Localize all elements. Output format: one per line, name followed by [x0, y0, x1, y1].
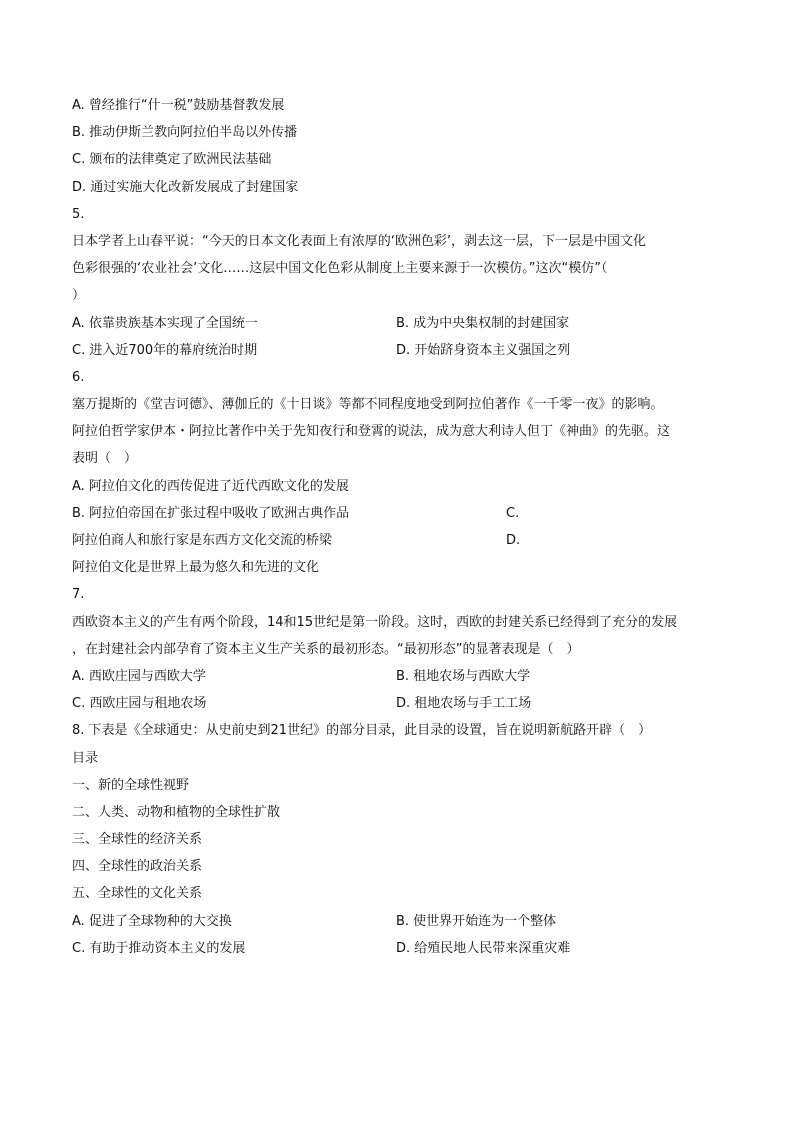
q6-option-b-row: [72, 500, 722, 527]
q8-toc-item: 一、新的全球性视野: [72, 777, 190, 793]
q7-option-d: D. 租地农场与手工工场: [396, 696, 532, 712]
q5-option-b: B. 成为中央集权制的封建国家: [396, 315, 570, 331]
q8-stem: 8. 下表是《全球通史：从史前史到21世纪》的部分目录，此目录的设置，旨在说明新航路开辟（ ）: [72, 723, 652, 739]
q6-option-c-row: [72, 527, 722, 554]
exam-page: [72, 92, 722, 962]
q5-options-row-2: [72, 337, 722, 364]
q4-option-a: A. 曾经推行“什一税”鼓励基督教发展: [72, 98, 285, 113]
q8-option-c: C. 有助于推动资本主义的发展: [72, 940, 246, 956]
q6-number: 6.: [72, 369, 85, 385]
q5-stem-line-3: ）: [72, 288, 86, 304]
q7-option-b: B. 租地农场与西欧大学: [396, 668, 531, 684]
q5-options-row-1: [72, 310, 722, 337]
q8-toc-title: 目录: [72, 750, 99, 766]
q5-option-d: D. 开始跻身资本主义强国之列: [396, 342, 571, 358]
q8-toc-item: 二、人类、动物和植物的全球性扩散: [72, 804, 281, 820]
q6-option-d-letter: D.: [506, 533, 521, 548]
q6-option-c-text: 阿拉伯商人和旅行家是东西方文化交流的桥梁: [72, 533, 333, 548]
q5-number: 5.: [72, 206, 85, 222]
q5-stem-line-2: 色彩很强的‘农业社会’文化……这层中国文化色彩从制度上主要来源于一次模仿。”这次“模仿”（: [72, 261, 608, 277]
q6-option-c-letter: C.: [506, 505, 520, 521]
q6-option-d-text: 阿拉伯文化是世界上最为悠久和先进的文化: [72, 560, 320, 576]
q7-option-a: A. 西欧庄园与西欧大学: [72, 668, 206, 684]
q8-toc-item: 四、全球性的政治关系: [72, 859, 203, 875]
q4-option-c: C. 颁布的法律奠定了欧洲民法基础: [72, 152, 272, 168]
q5-option-a: A. 依靠贵族基本实现了全国统一: [72, 315, 258, 331]
q8-options-row-1: [72, 908, 722, 935]
q8-toc-item: 三、全球性的经济关系: [72, 832, 203, 848]
q4-option-b: B. 推动伊斯兰教向阿拉伯半岛以外传播: [72, 125, 298, 141]
q7-number: 7.: [72, 587, 85, 603]
q4-option-d: D. 通过实施大化改新发展成了封建国家: [72, 179, 299, 195]
q6-stem-line-3: 表明（ ）: [72, 451, 138, 467]
q8-option-a: A. 促进了全球物种的大交换: [72, 913, 232, 929]
q7-option-c: C. 西欧庄园与租地农场: [72, 696, 207, 712]
q5-stem-line-1: 日本学者上山春平说：“今天的日本文化表面上有浓厚的‘欧洲色彩’，剥去这一层，下一层是中国文化: [72, 233, 647, 249]
q8-options-row-2: [72, 935, 722, 962]
q5-option-c: C. 进入近700年的幕府统治时期: [72, 342, 258, 358]
q8-option-d: D. 给殖民地人民带来深重灾难: [396, 940, 571, 956]
q7-options-row-1: [72, 663, 722, 690]
q6-stem-line-1: 塞万提斯的《堂吉诃德》、薄伽丘的《十日谈》等都不同程度地受到阿拉伯著作《一千零一夜》的影响。: [72, 397, 664, 413]
q7-options-row-2: [72, 690, 722, 717]
q6-option-a: A. 阿拉伯文化的西传促进了近代西欧文化的发展: [72, 478, 349, 494]
q6-stem-line-2: 阿拉伯哲学家伊本・阿拉比著作中关于先知夜行和登霄的说法，成为意大利诗人但丁《神曲》的先驱。这: [72, 424, 671, 440]
q8-toc-item: 五、全球性的文化关系: [72, 886, 203, 902]
q7-stem-line-2: ，在封建社会内部孕育了资本主义生产关系的最初形态。“最初形态”的显著表现是（ ）: [72, 641, 580, 657]
q7-stem-line-1: 西欧资本主义的产生有两个阶段，14和15世纪是第一阶段。这时，西欧的封建关系已经得到了充分的发展: [72, 614, 678, 630]
q8-option-b: B. 使世界开始连为一个整体: [396, 913, 557, 929]
q6-option-b: B. 阿拉伯帝国在扩张过程中吸收了欧洲古典作品: [72, 505, 350, 521]
